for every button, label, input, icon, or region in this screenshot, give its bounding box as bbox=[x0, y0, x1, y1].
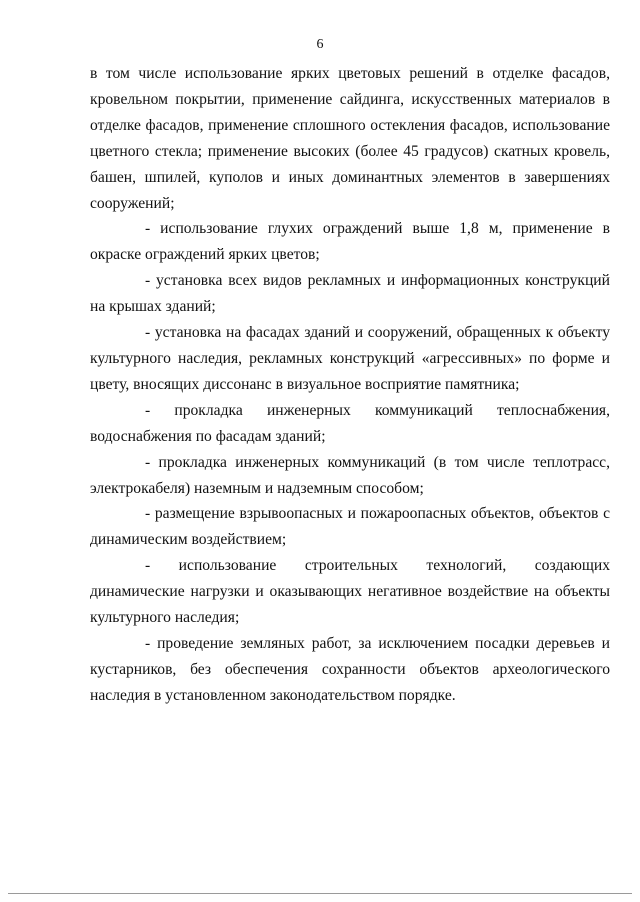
paragraph-construction-technologies: - использование строительных технологий, создающих динамические нагрузки и оказывающих негативное воздействие на объекты культурного наследия; bbox=[90, 557, 610, 627]
paragraph-fences: - использование глухих ограждений выше 1,8 м, применение в окраске ограждений ярких цветов; bbox=[90, 220, 610, 264]
paragraph-facade-decoration: в том числе использование ярких цветовых решений в отделке фасадов, кровельном покрытии, применение сайдинга, искусственных материалов в отделке фасадов, применение сплошного остекления фасадов, использование цветного стекла; применение высоких (более 45 градусов) скатных кровель, башен, шпилей, куполов и иных доминантных элементов в завершениях сооружений; bbox=[90, 65, 610, 212]
paragraph-hazardous-objects: - размещение взрывоопасных и пожароопасных объектов, объектов с динамическим воздействием; bbox=[90, 505, 610, 549]
paragraph-facade-utilities: - прокладка инженерных коммуникаций теплоснабжения, водоснабжения по фасадам зданий; bbox=[90, 401, 610, 445]
paragraph-facade-advertising: - установка на фасадах зданий и сооружений, обращенных к объекту культурного наследия, рекламных конструкций «агрессивных» по форме и цвету, вносящих диссонанс в визуальное восприятие памятника; bbox=[90, 324, 610, 393]
page-bottom-divider bbox=[8, 893, 632, 894]
paragraph-earthworks: - проведение земляных работ, за исключением посадки деревьев и кустарников, без обеспечения сохранности объектов археологического наследия в установленном законодательством порядке. bbox=[90, 634, 610, 704]
page-number: 6 bbox=[316, 37, 324, 52]
document-body bbox=[90, 61, 610, 709]
paragraph-ground-utilities: - прокладка инженерных коммуникаций (в том числе теплотрасс, электрокабеля) наземным и надземным способом; bbox=[90, 453, 610, 497]
paragraph-roof-advertising: - установка всех видов рекламных и информационных конструкций на крышах зданий; bbox=[90, 272, 610, 316]
